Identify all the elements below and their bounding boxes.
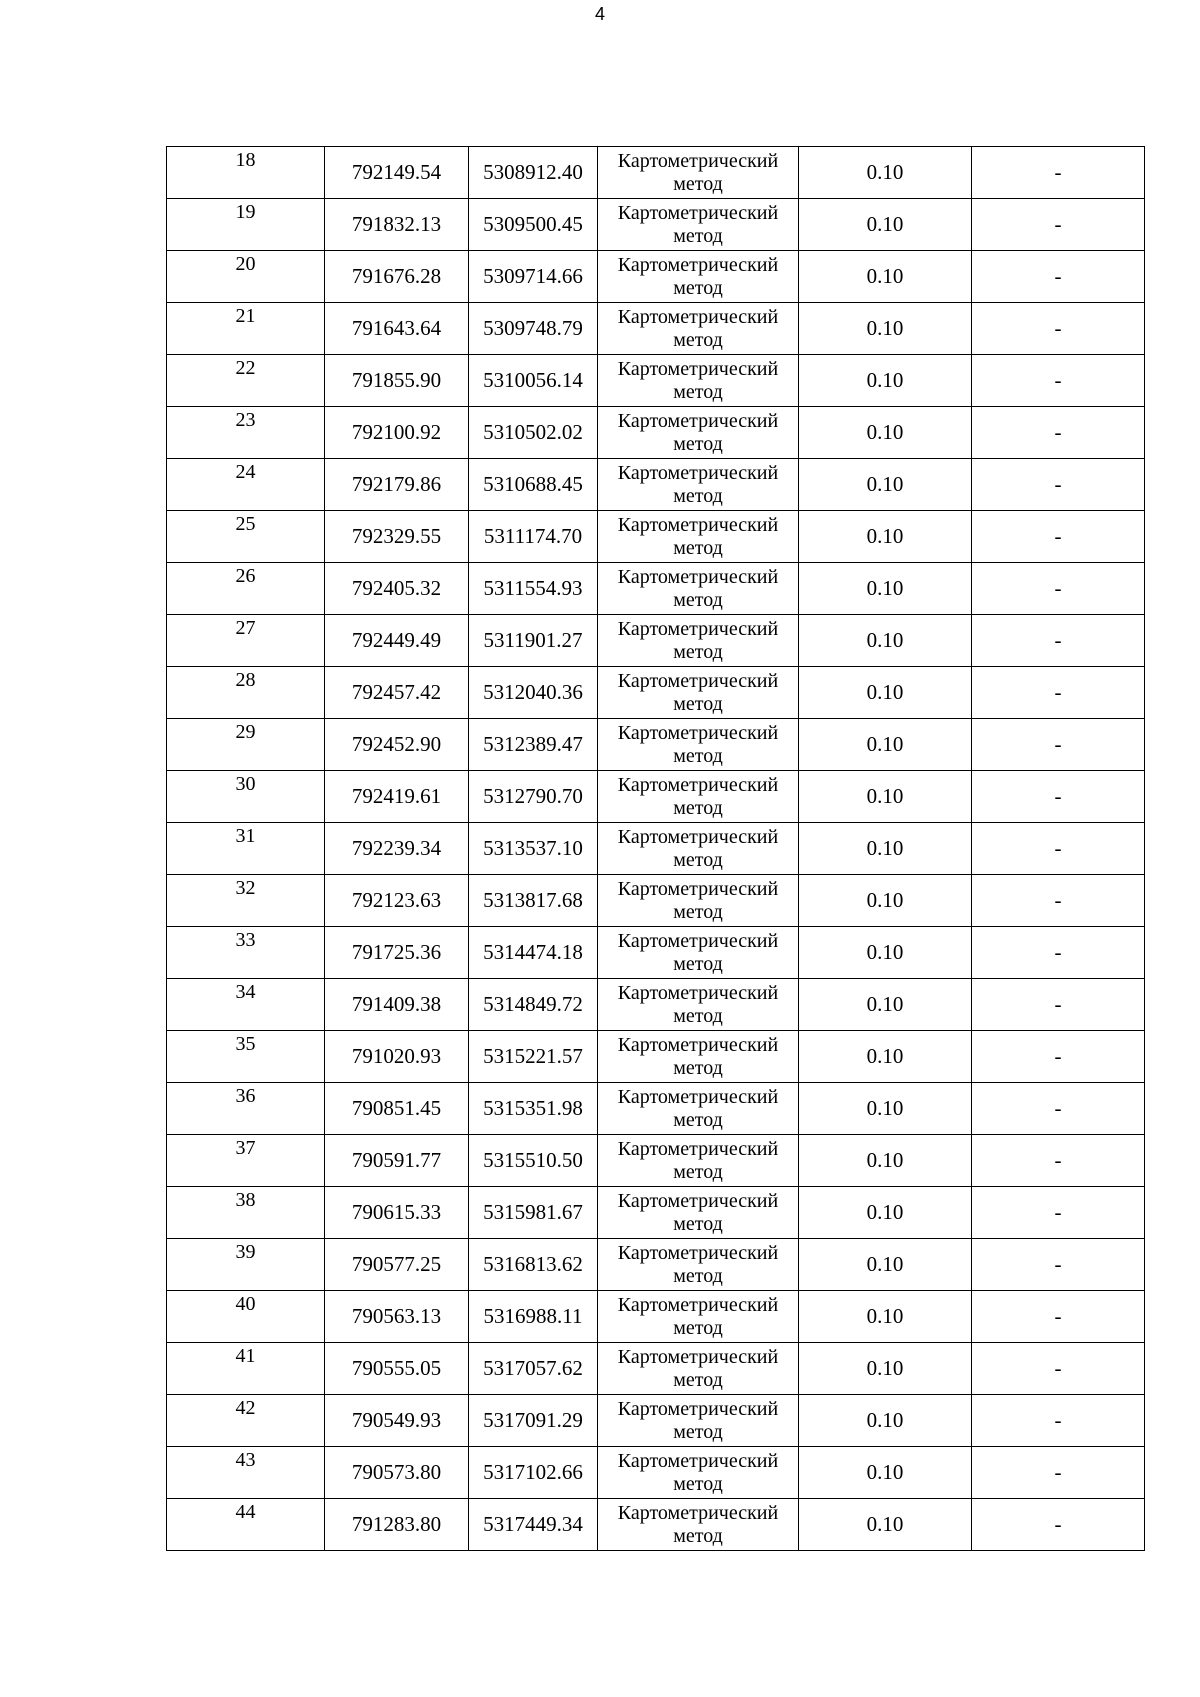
method-line-1: Картометрический	[617, 1241, 779, 1264]
x-coordinate-cell: 791676.28	[325, 251, 469, 303]
note-cell: -	[972, 199, 1145, 251]
method-cell	[598, 823, 799, 875]
method-line-1: Картометрический	[617, 1293, 779, 1316]
point-number-cell: 35	[167, 1031, 325, 1083]
x-coordinate-cell: 790573.80	[325, 1447, 469, 1499]
method-line-1: Картометрический	[617, 721, 779, 744]
accuracy-cell: 0.10	[799, 1499, 972, 1551]
accuracy-cell: 0.10	[799, 719, 972, 771]
method-line-1: Картометрический	[617, 201, 779, 224]
point-number-cell: 40	[167, 1291, 325, 1343]
table-row	[167, 1031, 1145, 1083]
y-coordinate-cell: 5313817.68	[469, 875, 598, 927]
x-coordinate-cell: 791725.36	[325, 927, 469, 979]
table-row	[167, 1499, 1145, 1551]
table-row	[167, 927, 1145, 979]
y-coordinate-cell: 5309500.45	[469, 199, 598, 251]
method-line-1: Картометрический	[617, 1345, 779, 1368]
x-coordinate-cell: 792179.86	[325, 459, 469, 511]
x-coordinate-cell: 792419.61	[325, 771, 469, 823]
method-line-1: Картометрический	[617, 409, 779, 432]
method-cell	[598, 355, 799, 407]
y-coordinate-cell: 5315510.50	[469, 1135, 598, 1187]
method-cell	[598, 927, 799, 979]
accuracy-cell: 0.10	[799, 1343, 972, 1395]
accuracy-cell: 0.10	[799, 1083, 972, 1135]
x-coordinate-cell: 791832.13	[325, 199, 469, 251]
accuracy-cell: 0.10	[799, 875, 972, 927]
table-row	[167, 199, 1145, 251]
note-cell: -	[972, 563, 1145, 615]
table-row	[167, 979, 1145, 1031]
method-cell	[598, 563, 799, 615]
point-number-cell: 31	[167, 823, 325, 875]
table-body	[167, 147, 1145, 1551]
page-number: 4	[594, 4, 605, 24]
method-cell	[598, 667, 799, 719]
x-coordinate-cell: 790563.13	[325, 1291, 469, 1343]
method-line-2: метод	[673, 1264, 723, 1287]
method-line-1: Картометрический	[617, 1137, 779, 1160]
accuracy-cell: 0.10	[799, 147, 972, 199]
y-coordinate-cell: 5309748.79	[469, 303, 598, 355]
method-line-1: Картометрический	[617, 357, 779, 380]
accuracy-cell: 0.10	[799, 1447, 972, 1499]
y-coordinate-cell: 5310502.02	[469, 407, 598, 459]
note-cell: -	[972, 615, 1145, 667]
x-coordinate-cell: 792449.49	[325, 615, 469, 667]
method-cell	[598, 1135, 799, 1187]
accuracy-cell: 0.10	[799, 355, 972, 407]
note-cell: -	[972, 1187, 1145, 1239]
accuracy-cell: 0.10	[799, 1291, 972, 1343]
x-coordinate-cell: 791855.90	[325, 355, 469, 407]
method-line-2: метод	[673, 1368, 723, 1391]
method-line-2: метод	[673, 952, 723, 975]
y-coordinate-cell: 5308912.40	[469, 147, 598, 199]
x-coordinate-cell: 790591.77	[325, 1135, 469, 1187]
x-coordinate-cell: 792405.32	[325, 563, 469, 615]
method-cell	[598, 979, 799, 1031]
method-line-2: метод	[673, 1056, 723, 1079]
y-coordinate-cell: 5317091.29	[469, 1395, 598, 1447]
table-row	[167, 823, 1145, 875]
note-cell: -	[972, 1083, 1145, 1135]
accuracy-cell: 0.10	[799, 1187, 972, 1239]
method-line-1: Картометрический	[617, 1085, 779, 1108]
method-line-1: Картометрический	[617, 929, 779, 952]
method-cell	[598, 875, 799, 927]
method-line-2: метод	[673, 1160, 723, 1183]
method-line-1: Картометрический	[617, 149, 779, 172]
table-row	[167, 1447, 1145, 1499]
table-row	[167, 459, 1145, 511]
method-line-2: метод	[673, 692, 723, 715]
method-line-1: Картометрический	[617, 253, 779, 276]
table-row	[167, 355, 1145, 407]
y-coordinate-cell: 5317449.34	[469, 1499, 598, 1551]
y-coordinate-cell: 5317057.62	[469, 1343, 598, 1395]
point-number-cell: 41	[167, 1343, 325, 1395]
method-line-1: Картометрический	[617, 565, 779, 588]
method-line-2: метод	[673, 1212, 723, 1235]
method-line-2: метод	[673, 900, 723, 923]
x-coordinate-cell: 790615.33	[325, 1187, 469, 1239]
table-row	[167, 511, 1145, 563]
method-line-2: метод	[673, 224, 723, 247]
y-coordinate-cell: 5315351.98	[469, 1083, 598, 1135]
point-number-cell: 23	[167, 407, 325, 459]
method-cell	[598, 147, 799, 199]
note-cell: -	[972, 667, 1145, 719]
x-coordinate-cell: 792100.92	[325, 407, 469, 459]
table-row	[167, 1135, 1145, 1187]
y-coordinate-cell: 5311554.93	[469, 563, 598, 615]
y-coordinate-cell: 5310688.45	[469, 459, 598, 511]
method-cell	[598, 1031, 799, 1083]
point-number-cell: 29	[167, 719, 325, 771]
point-number-cell: 32	[167, 875, 325, 927]
accuracy-cell: 0.10	[799, 979, 972, 1031]
note-cell: -	[972, 719, 1145, 771]
note-cell: -	[972, 459, 1145, 511]
x-coordinate-cell: 792329.55	[325, 511, 469, 563]
note-cell: -	[972, 927, 1145, 979]
table-row	[167, 251, 1145, 303]
coordinates-table	[166, 146, 1145, 1551]
method-cell	[598, 1083, 799, 1135]
y-coordinate-cell: 5310056.14	[469, 355, 598, 407]
method-cell	[598, 719, 799, 771]
accuracy-cell: 0.10	[799, 251, 972, 303]
point-number-cell: 25	[167, 511, 325, 563]
table-row	[167, 771, 1145, 823]
accuracy-cell: 0.10	[799, 459, 972, 511]
y-coordinate-cell: 5311174.70	[469, 511, 598, 563]
method-line-2: метод	[673, 744, 723, 767]
x-coordinate-cell: 792452.90	[325, 719, 469, 771]
note-cell: -	[972, 511, 1145, 563]
method-line-1: Картометрический	[617, 513, 779, 536]
x-coordinate-cell: 790555.05	[325, 1343, 469, 1395]
method-line-2: метод	[673, 432, 723, 455]
method-line-2: метод	[673, 1420, 723, 1443]
table-row	[167, 147, 1145, 199]
method-line-2: метод	[673, 1316, 723, 1339]
accuracy-cell: 0.10	[799, 407, 972, 459]
table-row	[167, 1239, 1145, 1291]
table-row	[167, 1187, 1145, 1239]
note-cell: -	[972, 771, 1145, 823]
point-number-cell: 33	[167, 927, 325, 979]
y-coordinate-cell: 5313537.10	[469, 823, 598, 875]
note-cell: -	[972, 875, 1145, 927]
y-coordinate-cell: 5315981.67	[469, 1187, 598, 1239]
point-number-cell: 30	[167, 771, 325, 823]
note-cell: -	[972, 1291, 1145, 1343]
method-line-1: Картометрический	[617, 1501, 779, 1524]
method-line-2: метод	[673, 172, 723, 195]
method-line-2: метод	[673, 484, 723, 507]
method-line-2: метод	[673, 380, 723, 403]
method-cell	[598, 251, 799, 303]
note-cell: -	[972, 355, 1145, 407]
method-line-1: Картометрический	[617, 669, 779, 692]
y-coordinate-cell: 5315221.57	[469, 1031, 598, 1083]
point-number-cell: 43	[167, 1447, 325, 1499]
table-row	[167, 875, 1145, 927]
method-line-1: Картометрический	[617, 825, 779, 848]
table-row	[167, 667, 1145, 719]
method-line-1: Картометрический	[617, 461, 779, 484]
accuracy-cell: 0.10	[799, 927, 972, 979]
method-line-2: метод	[673, 640, 723, 663]
point-number-cell: 37	[167, 1135, 325, 1187]
y-coordinate-cell: 5312389.47	[469, 719, 598, 771]
method-line-1: Картометрический	[617, 981, 779, 1004]
point-number-cell: 22	[167, 355, 325, 407]
method-line-2: метод	[673, 1524, 723, 1547]
method-line-2: метод	[673, 588, 723, 611]
y-coordinate-cell: 5317102.66	[469, 1447, 598, 1499]
method-line-1: Картометрический	[617, 1397, 779, 1420]
x-coordinate-cell: 790577.25	[325, 1239, 469, 1291]
note-cell: -	[972, 1499, 1145, 1551]
method-line-1: Картометрический	[617, 1189, 779, 1212]
point-number-cell: 36	[167, 1083, 325, 1135]
accuracy-cell: 0.10	[799, 615, 972, 667]
x-coordinate-cell: 791409.38	[325, 979, 469, 1031]
note-cell: -	[972, 1395, 1145, 1447]
y-coordinate-cell: 5312040.36	[469, 667, 598, 719]
table-row	[167, 407, 1145, 459]
method-line-2: метод	[673, 536, 723, 559]
point-number-cell: 19	[167, 199, 325, 251]
y-coordinate-cell: 5311901.27	[469, 615, 598, 667]
method-cell	[598, 1239, 799, 1291]
x-coordinate-cell: 790851.45	[325, 1083, 469, 1135]
y-coordinate-cell: 5309714.66	[469, 251, 598, 303]
method-cell	[598, 1499, 799, 1551]
x-coordinate-cell: 792457.42	[325, 667, 469, 719]
accuracy-cell: 0.10	[799, 1031, 972, 1083]
x-coordinate-cell: 790549.93	[325, 1395, 469, 1447]
method-line-2: метод	[673, 848, 723, 871]
y-coordinate-cell: 5314474.18	[469, 927, 598, 979]
y-coordinate-cell: 5316988.11	[469, 1291, 598, 1343]
x-coordinate-cell: 791643.64	[325, 303, 469, 355]
point-number-cell: 26	[167, 563, 325, 615]
method-cell	[598, 615, 799, 667]
accuracy-cell: 0.10	[799, 303, 972, 355]
point-number-cell: 24	[167, 459, 325, 511]
accuracy-cell: 0.10	[799, 1395, 972, 1447]
table-row	[167, 1395, 1145, 1447]
accuracy-cell: 0.10	[799, 511, 972, 563]
point-number-cell: 44	[167, 1499, 325, 1551]
method-line-2: метод	[673, 796, 723, 819]
method-cell	[598, 407, 799, 459]
method-cell	[598, 1395, 799, 1447]
point-number-cell: 28	[167, 667, 325, 719]
y-coordinate-cell: 5314849.72	[469, 979, 598, 1031]
note-cell: -	[972, 1031, 1145, 1083]
x-coordinate-cell: 791283.80	[325, 1499, 469, 1551]
method-line-1: Картометрический	[617, 877, 779, 900]
accuracy-cell: 0.10	[799, 1239, 972, 1291]
accuracy-cell: 0.10	[799, 667, 972, 719]
table-row	[167, 303, 1145, 355]
table-row	[167, 1083, 1145, 1135]
point-number-cell: 20	[167, 251, 325, 303]
point-number-cell: 42	[167, 1395, 325, 1447]
note-cell: -	[972, 1447, 1145, 1499]
method-cell	[598, 511, 799, 563]
method-line-1: Картометрический	[617, 1033, 779, 1056]
note-cell: -	[972, 1343, 1145, 1395]
method-line-2: метод	[673, 1108, 723, 1131]
method-line-1: Картометрический	[617, 305, 779, 328]
table-row	[167, 719, 1145, 771]
point-number-cell: 27	[167, 615, 325, 667]
x-coordinate-cell: 792123.63	[325, 875, 469, 927]
note-cell: -	[972, 823, 1145, 875]
method-line-1: Картометрический	[617, 1449, 779, 1472]
method-cell	[598, 1447, 799, 1499]
point-number-cell: 34	[167, 979, 325, 1031]
method-cell	[598, 771, 799, 823]
point-number-cell: 18	[167, 147, 325, 199]
method-cell	[598, 199, 799, 251]
table-row	[167, 563, 1145, 615]
accuracy-cell: 0.10	[799, 563, 972, 615]
table-row	[167, 1291, 1145, 1343]
accuracy-cell: 0.10	[799, 771, 972, 823]
x-coordinate-cell: 791020.93	[325, 1031, 469, 1083]
accuracy-cell: 0.10	[799, 1135, 972, 1187]
x-coordinate-cell: 792239.34	[325, 823, 469, 875]
method-cell	[598, 303, 799, 355]
method-line-2: метод	[673, 1004, 723, 1027]
point-number-cell: 39	[167, 1239, 325, 1291]
note-cell: -	[972, 1239, 1145, 1291]
method-line-2: метод	[673, 276, 723, 299]
method-cell	[598, 459, 799, 511]
table-row	[167, 1343, 1145, 1395]
table-row	[167, 615, 1145, 667]
method-cell	[598, 1343, 799, 1395]
method-cell	[598, 1187, 799, 1239]
method-line-1: Картометрический	[617, 773, 779, 796]
note-cell: -	[972, 407, 1145, 459]
note-cell: -	[972, 147, 1145, 199]
method-line-2: метод	[673, 328, 723, 351]
note-cell: -	[972, 251, 1145, 303]
point-number-cell: 38	[167, 1187, 325, 1239]
y-coordinate-cell: 5312790.70	[469, 771, 598, 823]
accuracy-cell: 0.10	[799, 199, 972, 251]
note-cell: -	[972, 303, 1145, 355]
y-coordinate-cell: 5316813.62	[469, 1239, 598, 1291]
note-cell: -	[972, 979, 1145, 1031]
point-number-cell: 21	[167, 303, 325, 355]
accuracy-cell: 0.10	[799, 823, 972, 875]
method-cell	[598, 1291, 799, 1343]
method-line-1: Картометрический	[617, 617, 779, 640]
method-line-2: метод	[673, 1472, 723, 1495]
x-coordinate-cell: 792149.54	[325, 147, 469, 199]
note-cell: -	[972, 1135, 1145, 1187]
